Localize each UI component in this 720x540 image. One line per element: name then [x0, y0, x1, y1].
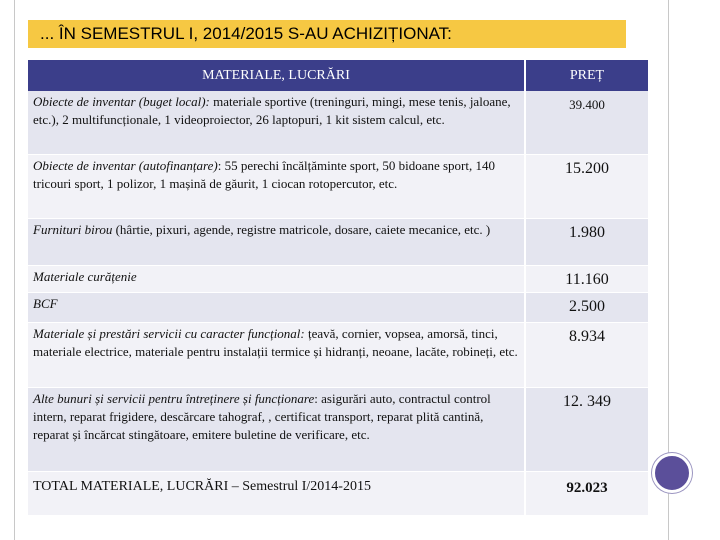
item-desc: : 55 perechi încălțăminte sport, 50 bidoane sport, 140 tricouri sport, 1 polizor, 1 mașină de găurit, 1 ciocan rotopercutor, etc. [33, 157, 495, 191]
price-cell: 15.200 [525, 154, 648, 218]
header-materials: MATERIALE, LUCRĂRI [28, 60, 525, 91]
table-row [28, 292, 648, 322]
slide-border-line [14, 0, 15, 540]
table-row [28, 154, 648, 218]
slide-border-line [668, 490, 669, 540]
decorative-circle [652, 453, 692, 493]
item-cell [28, 387, 525, 471]
item-label: Materiale și prestări servicii cu caracter funcțional: [33, 325, 305, 341]
item-label: Obiecte de inventar (buget local): [33, 94, 210, 109]
item-desc: : asigurări auto, contractul control intern, reparat frigidere, descărcare tahograf, , certificat transport, reparat plită cantină, reparat și încărcat stingătoare, emitere buletine de verificare, etc. [33, 390, 491, 442]
table-row [28, 218, 648, 265]
table-row [28, 91, 648, 154]
table-row [28, 387, 648, 471]
item-label: Furnituri birou [33, 221, 113, 237]
price-cell: 1.980 [525, 218, 648, 265]
item-label: Obiecte de inventar (autofinanțare) [33, 157, 218, 173]
page-title: ... ÎN SEMESTRUL I, 2014/2015 S-AU ACHIZIȚIONAT: [40, 24, 452, 43]
item-cell [28, 91, 525, 154]
item-cell [28, 154, 525, 218]
acquisitions-table [28, 60, 648, 516]
item-label: Materiale curățenie [33, 268, 137, 284]
item-cell [28, 218, 525, 265]
item-desc: (hârtie, pixuri, agende, registre matricole, dosare, caiete mecanice, etc. ) [112, 221, 491, 237]
item-desc: țeavă, cornier, vopsea, amorsă, tinci, materiale electrice, materiale pentru instalații termice și hidranți, neoane, lacăte, robineți, etc. [33, 325, 518, 359]
table-total-row [28, 471, 648, 515]
price-cell: 2.500 [525, 292, 648, 322]
item-cell [28, 265, 525, 292]
table-header-row [28, 60, 648, 91]
item-cell [28, 322, 525, 387]
item-desc: materiale sportive (treninguri, mingi, mese tenis, jaloane, etc.), 2 multifuncționale, 1 videoproiector, 26 laptopuri, 1 kit sistem calcul, etc. [33, 94, 511, 127]
item-label: BCF [33, 295, 58, 311]
price-cell: 39.400 [525, 91, 648, 154]
price-cell: 8.934 [525, 322, 648, 387]
title-bar [28, 20, 626, 48]
header-price: PREȚ [525, 60, 648, 91]
item-label: Alte bunuri și servicii pentru întreținere și funcționare [33, 390, 315, 406]
slide-border-line [668, 0, 669, 453]
table-row [28, 265, 648, 292]
price-cell: 12. 349 [525, 387, 648, 471]
total-label: TOTAL MATERIALE, LUCRĂRI – Semestrul I/2014-2015 [28, 471, 525, 515]
item-cell [28, 292, 525, 322]
total-price: 92.023 [525, 471, 648, 515]
table-row [28, 322, 648, 387]
price-cell: 11.160 [525, 265, 648, 292]
